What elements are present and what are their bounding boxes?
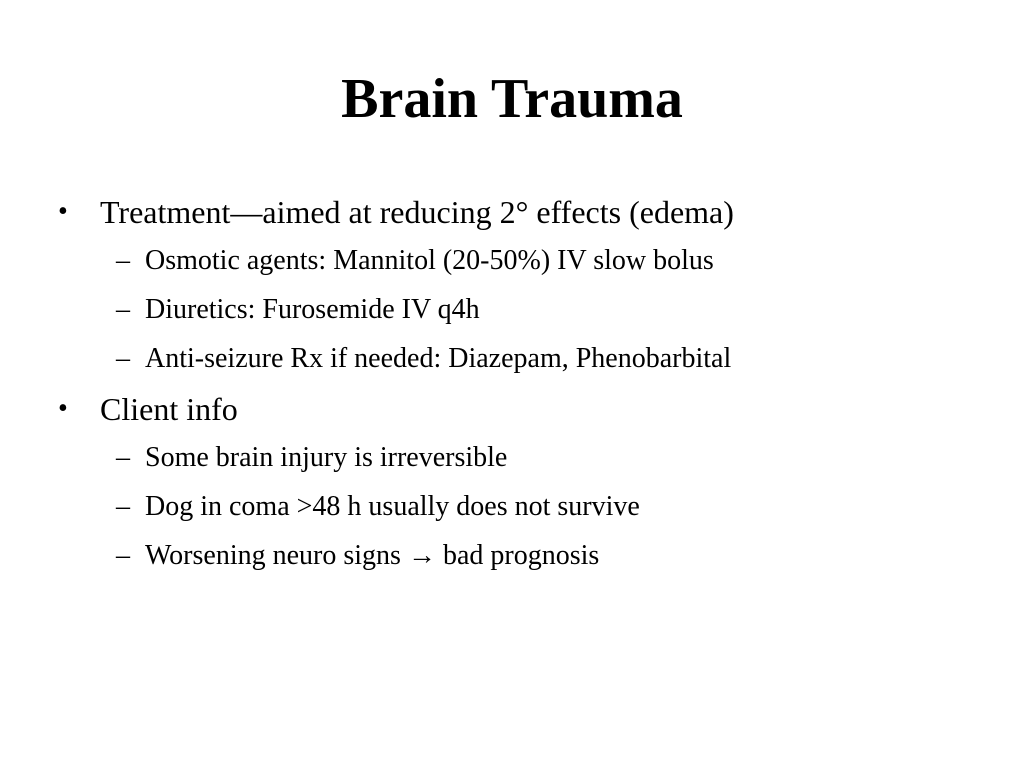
bullet-marker: • [58,196,68,227]
bullet-text: Client info [100,391,238,427]
dash-marker: – [116,540,130,571]
sub-item-coma [58,482,958,531]
sub-item-text: Diuretics: Furosemide IV q4h [145,294,480,325]
slide-body [58,188,958,582]
sub-item-osmotic-agents [58,236,958,285]
sub-item-text: Worsening neuro signs → bad prognosis [145,540,600,571]
sub-list-client-info [58,433,958,580]
sub-item-text: Some brain injury is irreversible [145,442,508,473]
dash-marker: – [116,245,130,276]
sub-list-treatment [58,236,958,383]
bullet-client-info [58,385,958,433]
sub-item-anti-seizure [58,334,958,383]
dash-marker: – [116,294,130,325]
sub-item-text: Anti-seizure Rx if needed: Diazepam, Phenobarbital [145,343,732,374]
sub-item-text: Dog in coma >48 h usually does not survive [145,491,640,522]
slide-title: Brain Trauma [341,68,683,130]
bullet-treatment [58,188,958,236]
bullet-marker: • [58,393,68,424]
dash-marker: – [116,491,130,522]
sub-item-diuretics [58,285,958,334]
sub-item-irreversible [58,433,958,482]
dash-marker: – [116,343,130,374]
dash-marker: – [116,442,130,473]
sub-item-prognosis [58,531,958,580]
bullet-text: Treatment—aimed at reducing 2° effects (edema) [100,194,734,230]
sub-item-text: Osmotic agents: Mannitol (20-50%) IV slow bolus [145,245,714,276]
